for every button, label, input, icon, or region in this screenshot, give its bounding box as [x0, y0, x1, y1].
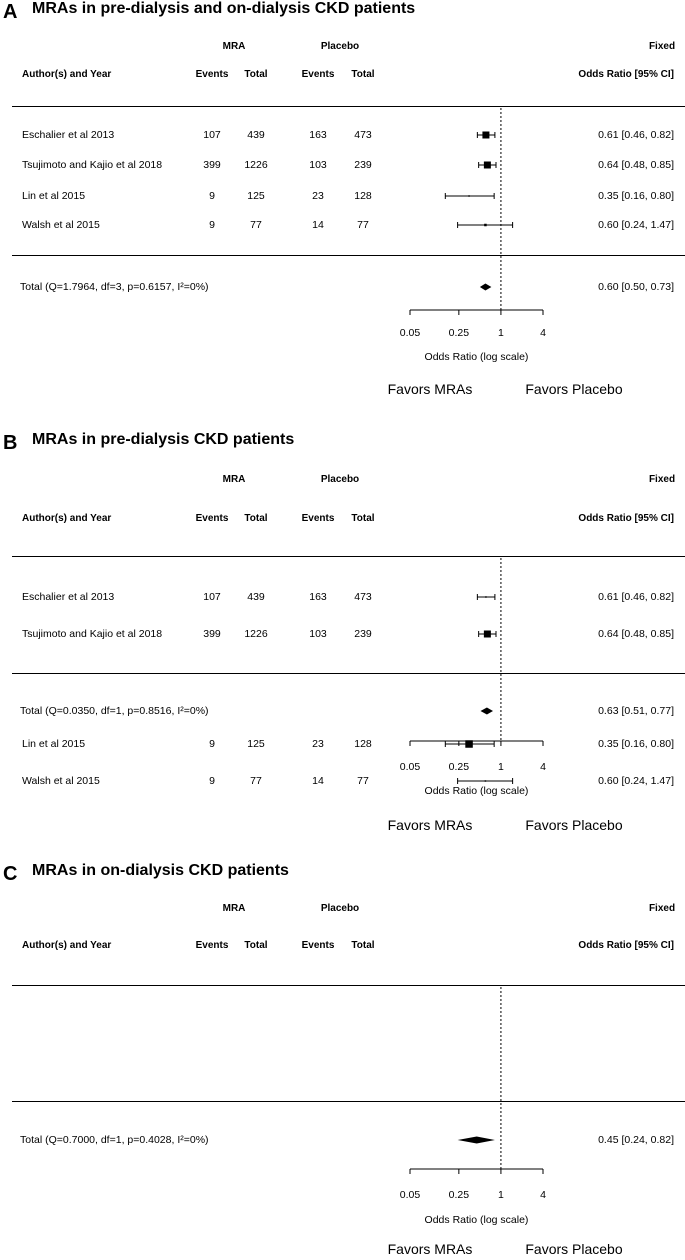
mra-total: 439: [247, 590, 265, 603]
x-tick-label: 0.25: [448, 760, 470, 773]
summary-diamond: [458, 1137, 495, 1144]
study-or-ci: 0.60 [0.24, 1.47]: [598, 774, 674, 787]
mra-total-header: Total: [244, 940, 268, 951]
placebo-total: 77: [357, 218, 369, 231]
placebo-events: 14: [312, 218, 324, 231]
study-estimate: [445, 740, 494, 748]
placebo-total-header: Total: [351, 940, 375, 951]
total-or-ci: 0.45 [0.24, 0.82]: [598, 1133, 674, 1146]
placebo-group-header: Placebo: [320, 474, 360, 485]
x-axis-label: Odds Ratio (log scale): [424, 350, 529, 363]
mra-total: 125: [247, 189, 265, 202]
fixed-model-header: Fixed: [648, 41, 676, 52]
x-tick-label: 0.25: [448, 1188, 470, 1201]
study-or-ci: 0.35 [0.16, 0.80]: [598, 737, 674, 750]
mra-events: 9: [209, 218, 215, 231]
mra-total-header: Total: [244, 69, 268, 80]
study-author: Eschalier et al 2013: [22, 590, 115, 603]
placebo-total: 77: [357, 774, 369, 787]
author-header: Author(s) and Year: [22, 513, 112, 524]
panel-letter: A: [3, 1, 18, 23]
favors-mras-label: Favors MRAs: [387, 817, 473, 833]
placebo-events: 103: [309, 158, 327, 171]
total-label: Total (Q=1.7964, df=3, p=0.6157, I²=0%): [20, 280, 209, 293]
x-tick-label: 0.25: [448, 326, 470, 339]
odds-ratio-header: Odds Ratio [95% CI]: [578, 69, 674, 80]
x-tick-label: 1: [498, 760, 504, 773]
panel-letter: B: [3, 432, 18, 454]
placebo-events: 103: [309, 627, 327, 640]
favors-placebo-label: Favors Placebo: [525, 1241, 623, 1257]
mra-events: 107: [203, 590, 221, 603]
study-or-ci: 0.35 [0.16, 0.80]: [598, 189, 674, 202]
mra-events: 9: [209, 774, 215, 787]
odds-ratio-header: Odds Ratio [95% CI]: [578, 940, 674, 951]
mra-events-header: Events: [195, 940, 229, 951]
placebo-group-header: Placebo: [320, 903, 360, 914]
study-or-ci: 0.61 [0.46, 0.82]: [598, 590, 674, 603]
study-author: Tsujimoto and Kajio et al 2018: [22, 158, 163, 171]
placebo-total: 239: [354, 158, 372, 171]
study-author: Lin et al 2015: [22, 189, 86, 202]
study-author: Tsujimoto and Kajio et al 2018: [22, 627, 163, 640]
placebo-total: 239: [354, 627, 372, 640]
placebo-total-header: Total: [351, 69, 375, 80]
favors-mras-label: Favors MRAs: [387, 381, 473, 397]
favors-placebo-label: Favors Placebo: [525, 817, 623, 833]
placebo-events: 14: [312, 774, 324, 787]
favors-placebo-label: Favors Placebo: [525, 381, 623, 397]
study-author: Eschalier et al 2013: [22, 128, 115, 141]
x-tick-label: 0.05: [399, 1188, 421, 1201]
panel-title: MRAs in pre-dialysis CKD patients: [32, 431, 295, 448]
placebo-total: 128: [354, 737, 372, 750]
mra-total: 439: [247, 128, 265, 141]
author-header: Author(s) and Year: [22, 69, 112, 80]
placebo-events: 23: [312, 189, 324, 202]
author-header: Author(s) and Year: [22, 940, 112, 951]
mra-group-header: MRA: [222, 41, 246, 52]
total-or-ci: 0.63 [0.51, 0.77]: [598, 704, 674, 717]
total-or-ci: 0.60 [0.50, 0.73]: [598, 280, 674, 293]
favors-mras-label: Favors MRAs: [387, 1241, 473, 1257]
mra-total: 1226: [244, 627, 268, 640]
mra-total: 77: [250, 774, 262, 787]
x-tick-label: 4: [540, 326, 546, 339]
placebo-total: 128: [354, 189, 372, 202]
mra-group-header: MRA: [222, 903, 246, 914]
mra-group-header: MRA: [222, 474, 246, 485]
placebo-total-header: Total: [351, 513, 375, 524]
x-axis-label: Odds Ratio (log scale): [424, 1213, 529, 1226]
study-author: Walsh et al 2015: [22, 774, 100, 787]
study-or-ci: 0.64 [0.48, 0.85]: [598, 158, 674, 171]
x-tick-label: 1: [498, 326, 504, 339]
x-tick-label: 1: [498, 1188, 504, 1201]
x-axis-label: Odds Ratio (log scale): [424, 784, 529, 797]
mra-events: 399: [203, 627, 221, 640]
point-estimate: [465, 740, 473, 748]
total-label: Total (Q=0.0350, df=1, p=0.8516, I²=0%): [20, 704, 209, 717]
study-author: Walsh et al 2015: [22, 218, 100, 231]
placebo-group-header: Placebo: [320, 41, 360, 52]
x-tick-label: 0.05: [399, 760, 421, 773]
placebo-events: 163: [309, 128, 327, 141]
point-estimate: [485, 780, 487, 782]
x-tick-label: 4: [540, 1188, 546, 1201]
odds-ratio-header: Odds Ratio [95% CI]: [578, 513, 674, 524]
mra-events: 9: [209, 737, 215, 750]
panel-letter: C: [3, 863, 18, 885]
mra-total-header: Total: [244, 513, 268, 524]
fixed-model-header: Fixed: [648, 474, 676, 485]
panel-title: MRAs in on-dialysis CKD patients: [32, 862, 289, 879]
panel-title: MRAs in pre-dialysis and on-dialysis CKD patients: [32, 0, 416, 17]
study-or-ci: 0.60 [0.24, 1.47]: [598, 218, 674, 231]
placebo-events-header: Events: [301, 940, 335, 951]
study-or-ci: 0.61 [0.46, 0.82]: [598, 128, 674, 141]
study-estimate: [458, 778, 513, 784]
mra-total: 125: [247, 737, 265, 750]
study-author: Lin et al 2015: [22, 737, 86, 750]
mra-total: 77: [250, 218, 262, 231]
total-label: Total (Q=0.7000, df=1, p=0.4028, I²=0%): [20, 1133, 209, 1146]
mra-events-header: Events: [195, 513, 229, 524]
x-tick-label: 4: [540, 760, 546, 773]
placebo-total: 473: [354, 128, 372, 141]
placebo-events-header: Events: [301, 513, 335, 524]
mra-total: 1226: [244, 158, 268, 171]
placebo-events-header: Events: [301, 69, 335, 80]
x-axis: [410, 1169, 543, 1174]
study-or-ci: 0.64 [0.48, 0.85]: [598, 627, 674, 640]
mra-events-header: Events: [195, 69, 229, 80]
placebo-events: 23: [312, 737, 324, 750]
x-tick-label: 0.05: [399, 326, 421, 339]
mra-events: 107: [203, 128, 221, 141]
fixed-model-header: Fixed: [648, 903, 676, 914]
mra-events: 9: [209, 189, 215, 202]
placebo-total: 473: [354, 590, 372, 603]
placebo-events: 163: [309, 590, 327, 603]
mra-events: 399: [203, 158, 221, 171]
